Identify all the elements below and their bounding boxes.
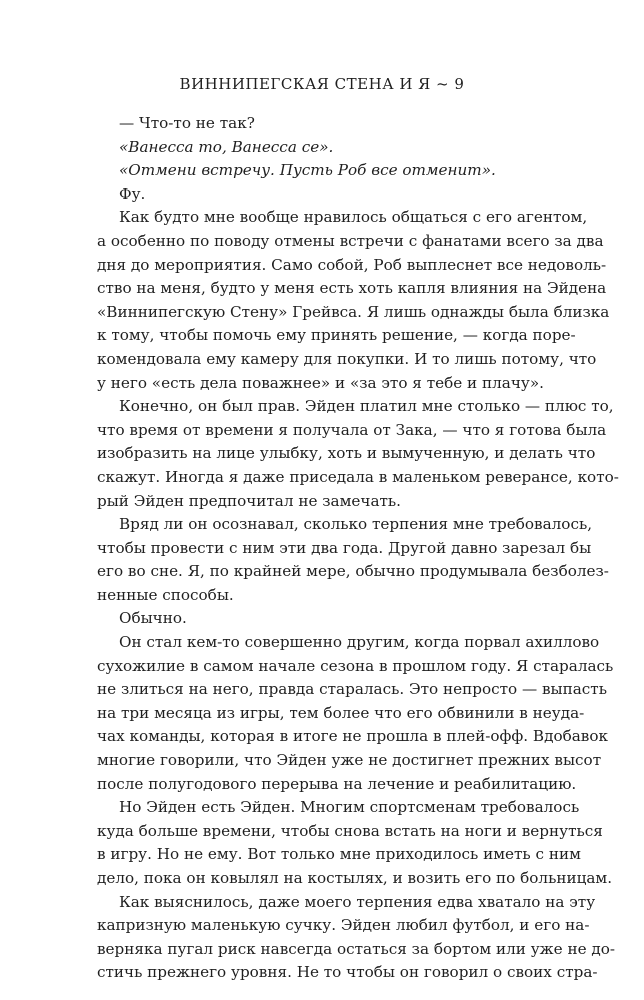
text-line: рый Эйден предпочитал не замечать.	[97, 491, 402, 510]
text-line: комендовала ему камеру для покупки. И то лишь потому, что	[97, 349, 597, 368]
text-line: многие говорили, что Эйден уже не достигнет прежних высот	[97, 751, 602, 770]
text-line: его во сне. Я, по крайней мере, обычно продумывала безболез-	[97, 562, 609, 581]
running-header: ВИННИПЕГСКАЯ СТЕНА И Я ~ 9	[179, 75, 465, 93]
text-line: Вряд ли он осознавал, сколько терпения мне требовалось,	[119, 515, 593, 534]
text-line: куда больше времени, чтобы снова встать на ноги и вернуться	[97, 821, 603, 840]
text-line: что время от времени я получала от Зака, — что я готова была	[97, 420, 607, 439]
text-line: к тому, чтобы помочь ему принять решение, — когда поре-	[97, 326, 576, 345]
text-line: не злиться на него, правда старалась. Это непросто — выпасть	[97, 680, 607, 699]
text-line: ненные способы.	[97, 585, 234, 604]
text-line: стичь прежнего уровня. Не то чтобы он говорил о своих стра-	[97, 963, 598, 982]
text-line: сухожилие в самом начале сезона в прошлом году. Я старалась	[97, 656, 614, 675]
text-line: «Отмени встречу. Пусть Роб все отменит».	[119, 161, 496, 180]
text-line: Он стал кем-то совершенно другим, когда порвал ахиллово	[119, 633, 600, 652]
text-line: Фу.	[119, 184, 146, 203]
text-line: чтобы провести с ним эти два года. Другой давно зарезал бы	[97, 538, 592, 557]
text-line: чах команды, которая в итоге не прошла в плей-офф. Вдобавок	[97, 727, 608, 746]
text-line: Как будто мне вообще нравилось общаться с его агентом,	[119, 208, 588, 227]
text-line: на три месяца из игры, тем более что его обвинили в неуда-	[97, 703, 585, 722]
text-line: Конечно, он был прав. Эйден платил мне столько — плюс то,	[119, 397, 614, 416]
text-line: изобразить на лице улыбку, хоть и вымученную, и делать что	[97, 444, 596, 463]
text-line: «Ванесса то, Ванесса се».	[119, 137, 334, 156]
text-line: Как выяснилось, даже моего терпения едва хватало на эту	[119, 892, 596, 911]
text-line: скажут. Иногда я даже приседала в маленьком реверансе, кото-	[97, 467, 619, 486]
text-line: дня до мероприятия. Само собой, Роб выплеснет все недоволь-	[97, 255, 607, 274]
body-text	[97, 112, 619, 985]
text-line: «Виннипегскую Стену» Грейвса. Я лишь однажды была близка	[97, 302, 610, 321]
text-line: в игру. Но не ему. Вот только мне приходилось иметь с ним	[97, 845, 581, 864]
text-line: капризную маленькую сучку. Эйден любил футбол, и его на-	[97, 916, 590, 935]
text-line: верняка пугал риск навсегда остаться за бортом или уже не до-	[97, 939, 616, 958]
text-line: — Что-то не так?	[119, 114, 255, 132]
text-line: ство на меня, будто у меня есть хоть капля влияния на Эйдена	[97, 279, 607, 298]
text-line: а особенно по поводу отмены встречи с фанатами всего за два	[97, 231, 604, 250]
text-line: Обычно.	[119, 609, 187, 628]
text-line: после полугодового перерыва на лечение и реабилитацию.	[97, 774, 577, 793]
text-line: Но Эйден есть Эйден. Многим спортсменам требовалось	[119, 798, 580, 817]
text-line: у него «есть дела поважнее» и «за это я тебе и плачу».	[97, 373, 544, 392]
text-line: дело, пока он ковылял на костылях, и возить его по больницам.	[97, 869, 613, 887]
